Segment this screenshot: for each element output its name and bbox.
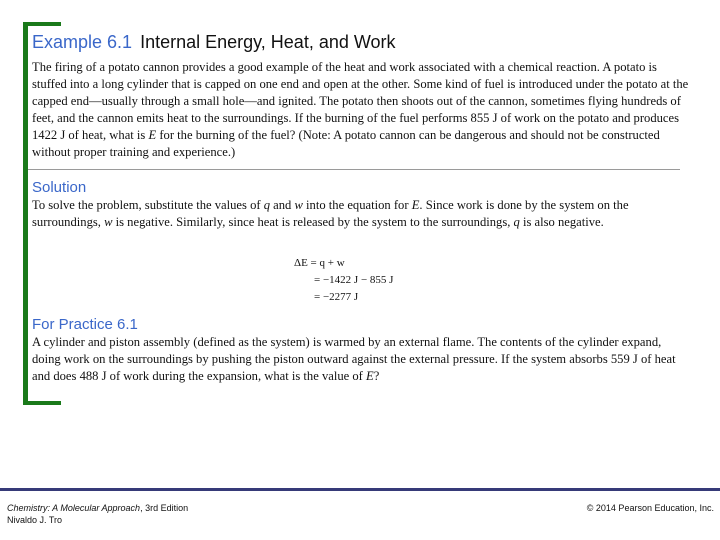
text-run: for the burning of the fuel? (Note: A potato cannon can be dangerous and should not be constructed without proper training and experience.)	[32, 128, 660, 159]
solution-text	[32, 197, 692, 231]
book-edition: , 3rd Edition	[140, 503, 189, 513]
bracket-bottom	[23, 401, 61, 405]
footer-citation	[7, 502, 188, 526]
text-run: is also negative.	[519, 215, 604, 229]
practice-heading: For Practice 6.1	[32, 316, 138, 333]
book-title: Chemistry: A Molecular Approach	[7, 503, 141, 513]
text-run: into the equation for	[302, 198, 412, 212]
equation-line: ΔE = q + w	[294, 257, 345, 269]
text-run: q	[263, 198, 271, 212]
footer-rule	[0, 488, 720, 491]
equation-line: = −1422 J − 855 J	[314, 274, 394, 286]
example-heading	[32, 32, 396, 53]
bracket-left	[23, 22, 28, 405]
copyright: © 2014 Pearson Education, Inc.	[586, 503, 714, 513]
solution-heading: Solution	[32, 179, 87, 196]
equation	[294, 255, 393, 306]
example-problem-text	[32, 59, 692, 161]
text-run: is negative. Similarly, since heat is released by the system to the surroundings,	[112, 215, 514, 229]
example-title: Internal Energy, Heat, and Work	[140, 32, 396, 52]
text-run: E	[366, 369, 374, 383]
text-run: q	[513, 215, 520, 229]
text-run: and	[270, 198, 295, 212]
text-run: A cylinder and piston assembly (defined as the system) is warmed by an external flame. The contents of the cylinder expand, doing work on the surroundings by pushing the piston outward against the external pressure. If the system absorbs 559 J of heat and does 488 J of work during the expansion, what is the value of	[32, 335, 676, 383]
text-run: E	[411, 198, 420, 212]
bracket-top	[23, 22, 61, 26]
text-run: w	[104, 215, 113, 229]
text-run: The firing of a potato cannon provides a good example of the heat and work associated with a chemical reaction. A potato is stuffed into a long cylinder that is capped on one end and open at the other. Some kind of fuel is introduced under the potato at the capped end—usually through a small hole—and ignited. The potato then shoots out of the cannon, sometimes flying hundreds of feet, and the cannon emits heat to the surroundings. If the burning of the fuel performs 855 J of work on the potato and produces 1422 J of heat, what is	[32, 60, 689, 142]
equation-line: = −2277 J	[314, 291, 359, 303]
example-number: Example 6.1	[32, 32, 133, 52]
text-run: ?	[373, 369, 380, 383]
text-run: To solve the problem, substitute the values of	[32, 198, 264, 212]
text-run: E	[148, 128, 157, 142]
practice-text	[32, 334, 692, 385]
book-author: Nivaldo J. Tro	[7, 515, 63, 525]
text-run: w	[294, 198, 303, 212]
text-run: . Since work is done by the system on the surroundings,	[32, 198, 629, 229]
section-divider	[28, 169, 680, 170]
